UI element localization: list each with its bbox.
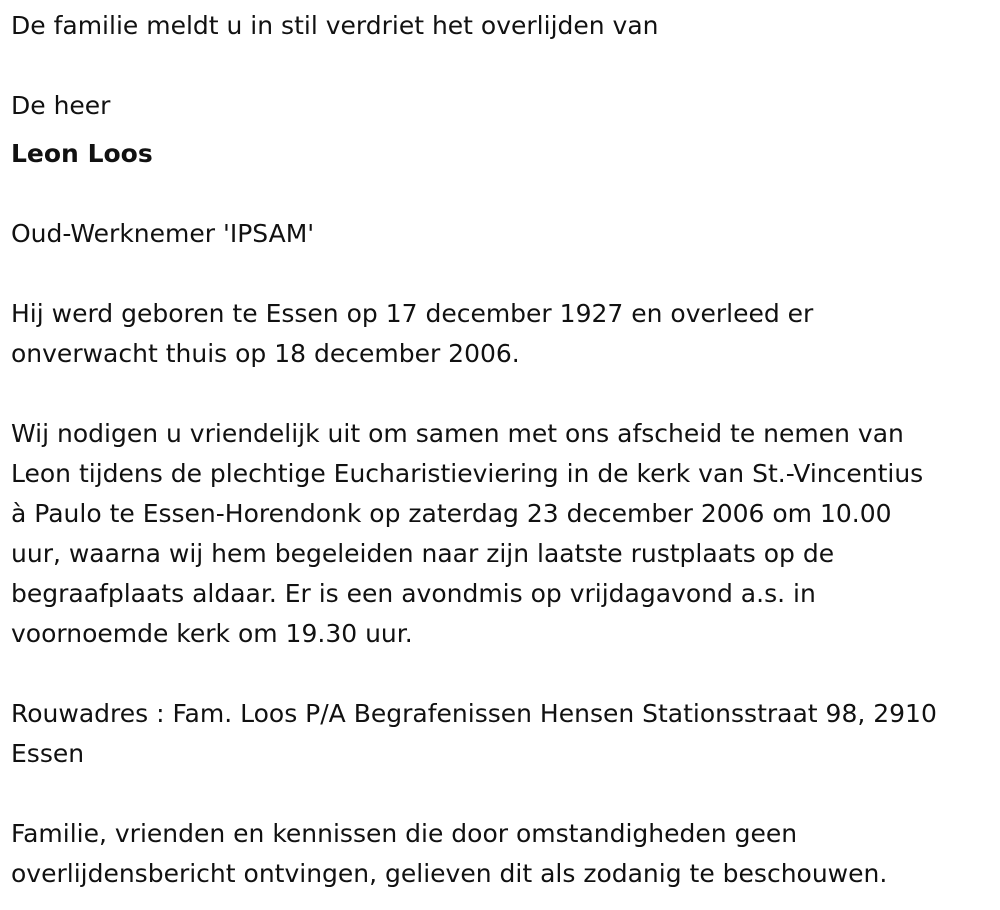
invitation-line-1: Wij nodigen u vriendelijk uit om samen met ons afscheid te nemen van (11, 419, 904, 448)
honorific: De heer (11, 91, 111, 120)
birth-death-line-1: Hij werd geboren te Essen op 17 december 1927 en overleed er (11, 299, 814, 328)
invitation-line-4: uur, waarna wij hem begeleiden naar zijn laatste rustplaats op de (11, 539, 835, 568)
invitation-line-2: Leon tijdens de plechtige Eucharistieviering in de kerk van St.-Vincentius (11, 459, 924, 488)
invitation-line-5: begraafplaats aldaar. Er is een avondmis op vrijdagavond a.s. in (11, 579, 816, 608)
deceased-name: Leon Loos (11, 139, 153, 168)
intro-text: De familie meldt u in stil verdriet het overlijden van (11, 11, 659, 40)
address-line-2: Essen (11, 739, 85, 768)
closing-line-1: Familie, vrienden en kennissen die door omstandigheden geen (11, 819, 798, 848)
occupation-text: Oud-Werknemer 'IPSAM' (11, 219, 315, 248)
birth-death-line-2: onverwacht thuis op 18 december 2006. (11, 339, 520, 368)
closing-line-2: overlijdensbericht ontvingen, gelieven dit als zodanig te beschouwen. (11, 859, 888, 888)
invitation-line-3: à Paulo te Essen-Horendonk op zaterdag 23 december 2006 om 10.00 (11, 499, 892, 528)
address-line-1: Rouwadres : Fam. Loos P/A Begrafenissen Hensen Stationsstraat 98, 2910 (11, 699, 937, 728)
invitation-line-6: voornoemde kerk om 19.30 uur. (11, 619, 413, 648)
